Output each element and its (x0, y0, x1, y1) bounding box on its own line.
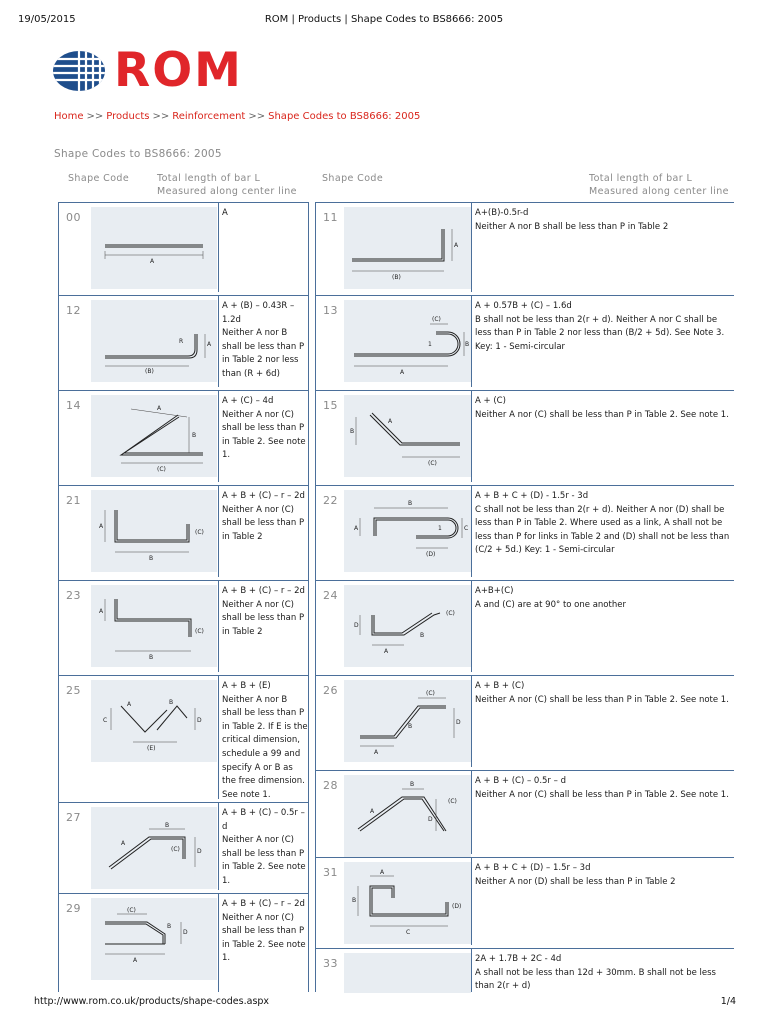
shape-row-21 (59, 485, 309, 577)
shape-diagram-33 (344, 953, 471, 993)
shape-row-27 (59, 802, 309, 890)
dimension-label-a: A (454, 242, 459, 249)
shape-code: 12 (66, 304, 81, 317)
print-date: 19/05/2015 (18, 14, 76, 25)
page-url: http://www.rom.co.uk/products/shape-codes.aspx (34, 996, 270, 1007)
dimension-label-c: (C) (428, 460, 437, 467)
dimension-label-d: D (197, 717, 202, 724)
shape-diagram-22 (344, 490, 471, 572)
print-title: ROM | Products | Shape Codes to BS8666: 2005 (264, 14, 504, 25)
logo-wordmark: ROM (114, 43, 243, 98)
dimension-label-a: A (207, 341, 212, 348)
shape-formula: A + B + (C) Neither A nor (C) shall be less than P in Table 2. See note 1. (475, 681, 729, 705)
dimension-label-b: B (408, 723, 413, 730)
dimension-label-b: B (192, 432, 197, 439)
dimension-label-c: (C) (448, 798, 457, 805)
dimension-label-d: D (428, 816, 433, 823)
shape-diagram-25 (91, 680, 217, 762)
shape-diagram-14 (91, 395, 217, 477)
shape-formula: A + B + (C) – r – 2d Neither A nor (C) shall be less than P in Table 2 (222, 586, 305, 637)
shape-diagram-11 (344, 207, 471, 289)
shape-formula: A (222, 208, 228, 218)
shape-table-left (58, 202, 309, 992)
dimension-label-a: A (127, 701, 132, 708)
dimension-label-a: A (99, 608, 104, 615)
column-header-shape-code-left: Shape Code (68, 173, 130, 184)
column-header-total-length-left (157, 172, 297, 198)
shape-code: 29 (66, 902, 81, 915)
column-header-line-1: Total length of bar L (589, 173, 693, 184)
dimension-label-c: (C) (432, 316, 441, 323)
page-title: Shape Codes to BS8666: 2005 (54, 148, 222, 160)
shape-formula: A + B + (E) Neither A nor B shall be less than P in Table 2. If E is the critical dimension, schedule a 99 and specify A or B as the free dimension. See note 1. (222, 681, 308, 800)
shape-formula: A + B + (C) – 0.5r – d Neither A nor (C) shall be less than P in Table 2. See note 1. (222, 808, 306, 886)
shape-formula: 2A + 1.7B + 2C - 4d A shall not be less than 12d + 30mm. B shall not be less than 2(r + d) (475, 954, 716, 992)
dimension-label-c: C (406, 929, 411, 936)
shape-code: 28 (323, 779, 338, 792)
rom-logo[interactable] (52, 43, 282, 98)
shape-row-25 (59, 675, 309, 799)
shape-row-24 (316, 580, 734, 672)
shape-formula: A + B + C + (D) - 1.5r - 3d C shall not be less than 2(r + d). Neither A nor (D) shall be less than P in Table 2. Where used as a link, A shall not be less than P for links in Table 2 and (D) shall not be less than (C/2 + 5d.) Key: 1 - Semi-circular (475, 491, 730, 556)
dimension-label-d: D (183, 929, 188, 936)
dimension-label-c: C (103, 717, 108, 724)
shape-code: 25 (66, 684, 81, 697)
shape-code: 26 (323, 684, 338, 697)
shape-diagram-12 (91, 300, 217, 382)
dimension-label-d: D (197, 848, 202, 855)
dimension-label-d: (D) (452, 903, 462, 910)
dimension-label-c: (C) (426, 690, 435, 697)
dimension-label-a: A (99, 523, 104, 530)
shape-code: 13 (323, 304, 338, 317)
dimension-label-r: R (179, 338, 184, 345)
shape-row-33 (316, 948, 734, 992)
dimension-label-b: (B) (392, 274, 401, 281)
shape-row-31 (316, 857, 734, 945)
dimension-label-a: A (133, 957, 138, 964)
shape-code: 00 (66, 211, 81, 224)
shape-diagram-21 (91, 490, 217, 572)
shape-row-28 (316, 770, 734, 854)
breadcrumb-separator: >> (86, 111, 104, 122)
shape-diagram-23 (91, 585, 217, 667)
shape-diagram-13 (344, 300, 471, 382)
dimension-label-b: B (149, 555, 154, 562)
dimension-label-c: (C) (171, 846, 180, 853)
dimension-label-b: B (350, 428, 355, 435)
dimension-label-b: B (167, 923, 172, 930)
dimension-label-c: (C) (195, 628, 204, 635)
shape-code: 24 (323, 589, 338, 602)
breadcrumb-separator: >> (152, 111, 170, 122)
shape-diagram-28 (344, 775, 471, 857)
dimension-label-a: A (380, 869, 385, 876)
breadcrumb-products[interactable]: Products (106, 111, 150, 122)
column-header-line-2: Measured along center line (157, 186, 297, 197)
dimension-label-a: A (121, 840, 126, 847)
breadcrumb (54, 111, 420, 122)
shape-formula: A + (C) – 4d Neither A nor (C) shall be less than P in Table 2. See note 1. (222, 396, 306, 461)
shape-row-22 (316, 485, 734, 577)
shape-formula: A + B + (C) – r – 2d Neither A nor (C) shall be less than P in Table 2 (222, 491, 305, 542)
dimension-label-b: B (408, 500, 413, 507)
shape-diagram-31 (344, 862, 471, 944)
shape-row-12 (59, 295, 309, 387)
shape-diagram-24 (344, 585, 471, 667)
shape-code: 23 (66, 589, 81, 602)
shape-row-29 (59, 893, 309, 992)
shape-formula: A+B+(C) A and (C) are at 90° to one another (475, 586, 626, 610)
dimension-label-a: A (370, 808, 375, 815)
shape-formula: A + B + (C) – 0.5r – d Neither A nor (C) shall be less than P in Table 2. See note 1. (475, 776, 729, 800)
dimension-label-b: B (465, 341, 470, 348)
dimension-label-c: (C) (127, 907, 136, 914)
dimension-label-b: B (352, 897, 357, 904)
shape-diagram-15 (344, 395, 471, 477)
shape-code: 14 (66, 399, 81, 412)
shape-row-26 (316, 675, 734, 767)
shape-code: 22 (323, 494, 338, 507)
dimension-label-a: A (388, 418, 393, 425)
breadcrumb-shape-codes[interactable]: Shape Codes to BS8666: 2005 (268, 111, 421, 122)
key-label-1: 1 (438, 525, 442, 532)
dimension-label-c: (C) (446, 610, 455, 617)
dimension-label-d: D (354, 622, 359, 629)
page-number: 1/4 (720, 996, 736, 1007)
dimension-label-d: (D) (426, 551, 436, 558)
dimension-label-c: C (464, 525, 469, 532)
dimension-label-b: B (410, 781, 415, 788)
column-header-line-2: Measured along center line (589, 186, 729, 197)
shape-row-14 (59, 390, 309, 482)
shape-code: 33 (323, 957, 338, 970)
dimension-label-b: (B) (145, 368, 154, 375)
dimension-label-a: A (384, 648, 389, 655)
dimension-label-a: A (150, 258, 155, 265)
shape-formula: A + (B) – 0.43R – 1.2d Neither A nor B shall be less than P in Table 2 nor less than (R + 6d) (222, 301, 305, 379)
dimension-label-a: A (157, 405, 162, 412)
shape-diagram-00 (91, 207, 217, 289)
shape-formula: A + B + C + (D) – 1.5r – 3d Neither A nor (D) shall be less than P in Table 2 (475, 863, 676, 887)
shape-code: 15 (323, 399, 338, 412)
shape-row-11 (316, 202, 734, 292)
shape-row-00 (59, 202, 309, 292)
dimension-label-c: (C) (157, 466, 166, 473)
breadcrumb-reinforcement[interactable]: Reinforcement (172, 111, 246, 122)
shape-code: 11 (323, 211, 338, 224)
dimension-label-b: B (169, 699, 174, 706)
column-header-shape-code-right: Shape Code (322, 173, 384, 184)
globe-icon (52, 50, 112, 92)
shape-row-15 (316, 390, 734, 482)
dimension-label-d: D (456, 719, 461, 726)
shape-row-13 (316, 295, 734, 387)
dimension-label-a: A (374, 749, 379, 756)
key-label-1: 1 (428, 341, 432, 348)
shape-diagram-29 (91, 898, 217, 980)
shape-formula: A+(B)-0.5r-d Neither A nor B shall be less than P in Table 2 (475, 208, 669, 232)
shape-row-23 (59, 580, 309, 672)
shape-formula: A + 0.57B + (C) – 1.6d B shall not be less than 2(r + d). Neither A nor C shall be less than P in Table 2 nor less than (B/2 + 5d). See Note 3. Key: 1 - Semi-circular (475, 301, 725, 352)
dimension-label-b: B (420, 632, 425, 639)
shape-formula: A + B + (C) – r – 2d Neither A nor (C) shall be less than P in Table 2. See note 1. (222, 899, 306, 964)
dimension-label-a: A (354, 525, 359, 532)
dimension-label-a: A (400, 369, 405, 376)
shape-code: 21 (66, 494, 81, 507)
shape-table-right (315, 202, 733, 992)
breadcrumb-separator: >> (248, 111, 266, 122)
breadcrumb-home[interactable]: Home (54, 111, 84, 122)
column-header-line-1: Total length of bar L (157, 173, 261, 184)
shape-code: 31 (323, 866, 338, 879)
shape-diagram-27 (91, 807, 217, 889)
column-header-total-length-right (589, 172, 729, 198)
shape-diagram-26 (344, 680, 471, 762)
dimension-label-e: (E) (147, 745, 156, 752)
shape-code: 27 (66, 811, 81, 824)
dimension-label-b: B (149, 654, 154, 661)
shape-formula: A + (C) Neither A nor (C) shall be less than P in Table 2. See note 1. (475, 396, 729, 420)
dimension-label-b: B (165, 822, 170, 829)
dimension-label-c: (C) (195, 529, 204, 536)
